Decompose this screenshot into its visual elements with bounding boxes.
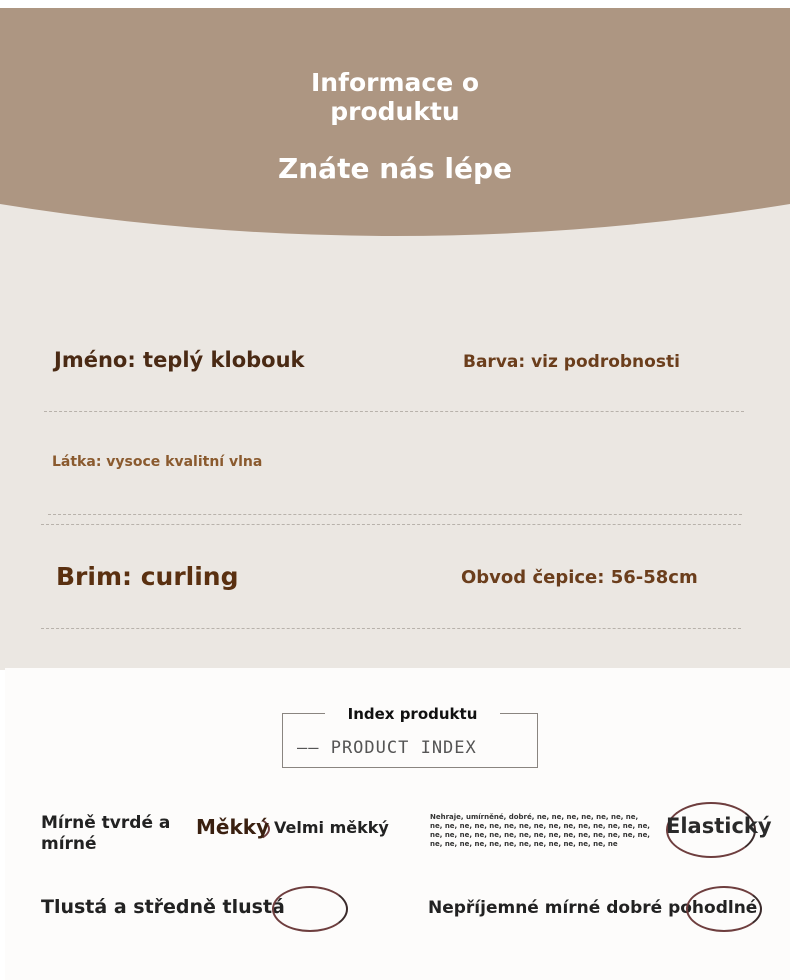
selected-elasticity: Elastický bbox=[666, 814, 772, 838]
info-section-background bbox=[0, 200, 790, 670]
divider bbox=[41, 524, 741, 525]
page-subtitle: Znáte nás lépe bbox=[277, 152, 513, 185]
product-color: Barva: viz podrobnosti bbox=[463, 352, 680, 372]
very-soft-label: Velmi měkký bbox=[274, 818, 389, 837]
selection-ellipse bbox=[686, 886, 762, 932]
elasticity-scale-text: Nehraje, umírněné, dobré, ne, ne, ne, ne, ne, ne, ne, ne, ne, ne, ne, ne, ne, ne, ne, ne, ne, ne, ne, ne, ne, ne, ne, ne, ne, ne, ne, ne, ne, ne, ne, ne, ne, ne, ne, ne, ne, ne, ne, ne, ne, ne, ne, ne, ne, ne, ne, ne, ne, ne bbox=[430, 813, 650, 848]
index-subtitle: —— PRODUCT INDEX bbox=[297, 738, 477, 758]
divider bbox=[48, 514, 742, 515]
selection-ellipse bbox=[272, 886, 348, 932]
product-brim: Brim: curling bbox=[56, 562, 239, 591]
product-name: Jméno: teplý klobouk bbox=[54, 348, 305, 372]
page-title: Informace o produktu bbox=[310, 68, 480, 126]
index-title: Index produktu bbox=[347, 705, 478, 723]
hardness-label: Mírně tvrdé a mírné bbox=[41, 813, 171, 854]
divider bbox=[41, 628, 741, 629]
thickness-label: Tlustá a středně tlustá bbox=[41, 896, 285, 918]
selected-softness: Měkký bbox=[196, 815, 270, 839]
divider bbox=[44, 411, 744, 412]
product-fabric: Látka: vysoce kvalitní vlna bbox=[52, 454, 263, 470]
product-circumference: Obvod čepice: 56-58cm bbox=[461, 567, 698, 588]
comfort-label: Nepříjemné mírné dobré pohodlné bbox=[428, 898, 758, 918]
header-curve bbox=[0, 196, 790, 238]
